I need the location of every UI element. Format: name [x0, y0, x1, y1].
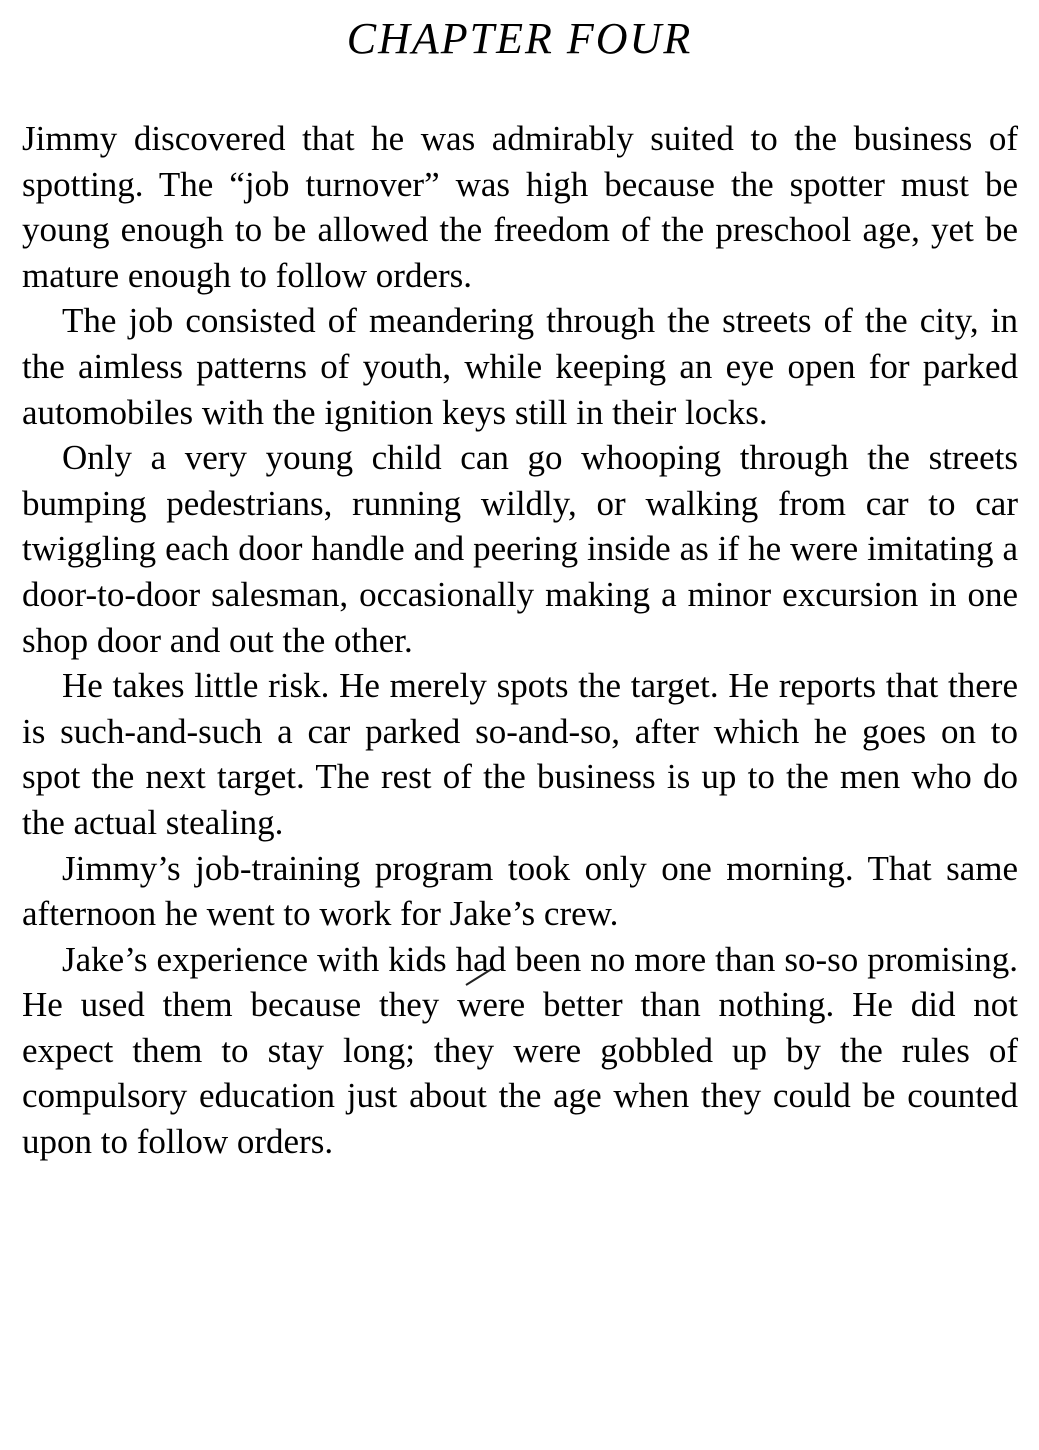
paragraph-2: The job consisted of meandering through the streets of the city, in the aimless patterns of youth, while keeping an eye open for parked automobiles with the ignition keys still in their locks.	[22, 301, 1018, 432]
paragraph-5: Jimmy’s job-training program took only one morning. That same afternoon he went to work for Jake’s crew.	[22, 848, 1018, 934]
paragraph-6: Jake’s experience with kids had been no more than so-so promising. He used them because they were better than nothing. He did not expect them to stay long; they were gobbled up by the rules of compulsory education just about the age when they could be counted upon to follow orders.	[22, 939, 1018, 1162]
paragraph-1: Jimmy discovered that he was admirably suited to the business of spotting. The “job turnover” was high because the spotter must be young enough to be allowed the freedom of the preschool age, yet be mature enough to follow orders.	[22, 119, 1018, 295]
chapter-title: CHAPTER FOUR	[346, 14, 693, 63]
paragraph-4: He takes little risk. He merely spots the target. He reports that there is such-and-such a car parked so-and-so, after which he goes on to spot the next target. The rest of the business is up to the men who do the actual stealing.	[22, 666, 1018, 842]
chapter-body	[22, 116, 1018, 1165]
paragraph-3: Only a very young child can go whooping through the streets bumping pedestrians, running wildly, or walking from car to car twiggling each door handle and peering inside as if he were imitating a door-to-door salesman, occasionally making a minor excursion in one shop door and out the other.	[22, 438, 1018, 660]
